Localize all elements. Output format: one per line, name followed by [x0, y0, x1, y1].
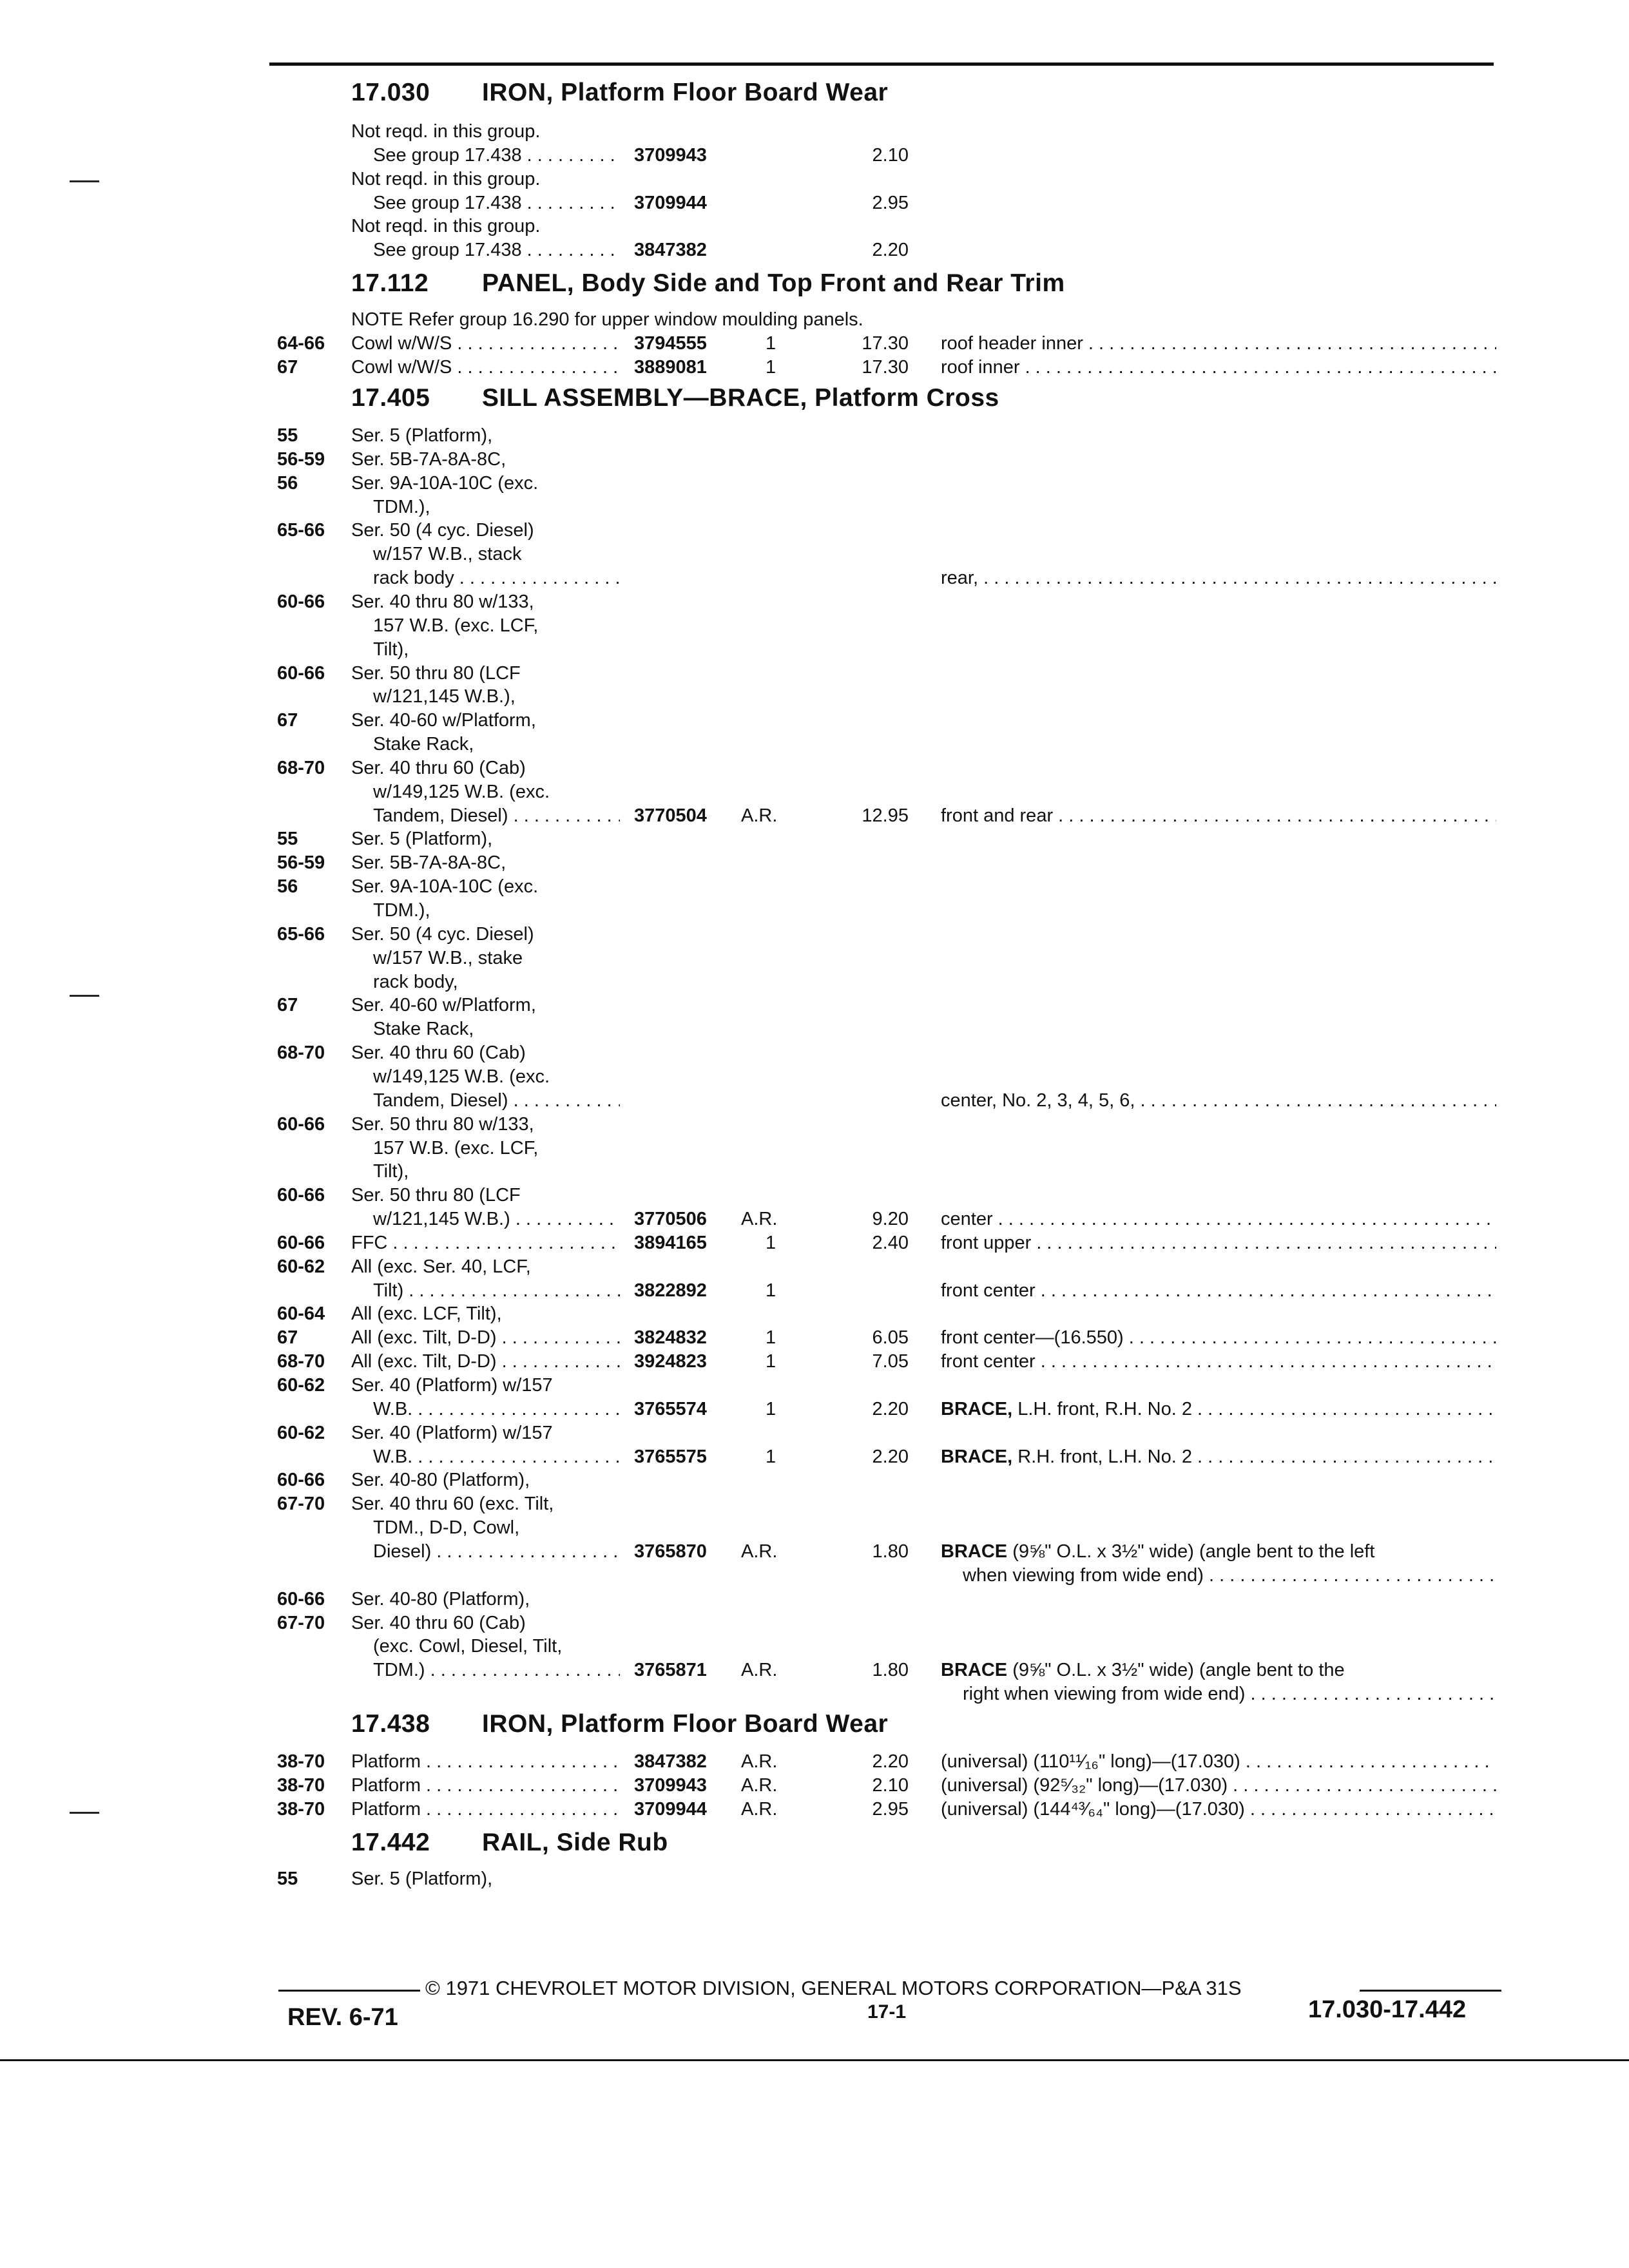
list-item [0, 947, 1629, 970]
list-item [0, 1445, 1629, 1468]
application-description: Platform . . . [351, 1774, 620, 1797]
margin-mark [70, 1812, 99, 1814]
price: 2.95 [872, 193, 909, 213]
model-years: 65-66 [277, 520, 325, 541]
part-number: 3765870 [634, 1541, 707, 1562]
application-description: (exc. Cowl, Diesel, Tilt, [373, 1636, 563, 1657]
price: 7.05 [872, 1351, 909, 1372]
application-description: Platform . . . [351, 1750, 620, 1773]
model-years: 38-70 [277, 1799, 325, 1820]
list-item [0, 851, 1629, 874]
list-item [0, 238, 1629, 262]
revision-label: REV. 6-71 [287, 2004, 398, 2031]
list-item [0, 1564, 1629, 1587]
model-years: 60-64 [277, 1303, 325, 1324]
price: 2.40 [872, 1233, 909, 1253]
application-description: w/149,125 W.B. (exc. [373, 1066, 550, 1087]
footer-rule-left [278, 1990, 420, 1992]
model-years: 55 [277, 425, 298, 446]
part-number: 3765575 [634, 1446, 707, 1467]
application-description: w/157 W.B., stack [373, 544, 522, 564]
model-years: 68-70 [277, 758, 325, 778]
application-description: Ser. 40 thru 60 (Cab) [351, 1043, 526, 1063]
application-description: Tandem, Diesel) . . . [373, 804, 620, 827]
list-item [0, 662, 1629, 685]
list-item [0, 168, 1629, 191]
bottom-rule [0, 2059, 1629, 2061]
list-item [0, 424, 1629, 447]
model-years: 67 [277, 710, 298, 731]
list-item [0, 1113, 1629, 1136]
application-description: rack body . . . [373, 566, 620, 590]
part-description: when viewing from wide end) . . . [963, 1564, 1496, 1587]
section-number: 17.030 [351, 79, 430, 106]
application-description: All (exc. Tilt, D-D) . . . [351, 1350, 620, 1373]
list-item [0, 1065, 1629, 1088]
section-heading [351, 1829, 668, 1857]
section-title: RAIL, Side Rub [482, 1829, 668, 1856]
quantity: 1 [766, 1399, 776, 1419]
quantity: A.R. [741, 1799, 778, 1820]
section-title: SILL ASSEMBLY—BRACE, Platform Cross [482, 384, 999, 412]
model-years: 68-70 [277, 1043, 325, 1063]
list-item [0, 709, 1629, 732]
section-heading [351, 1710, 888, 1738]
quantity: A.R. [741, 1209, 778, 1229]
part-name: BRACE [941, 1660, 1008, 1680]
model-years: 55 [277, 1869, 298, 1889]
model-years: 56-59 [277, 852, 325, 873]
model-years: 38-70 [277, 1751, 325, 1772]
application-description: rack body, [373, 972, 458, 992]
part-description: front center—(16.550) . . . [941, 1326, 1496, 1349]
list-item [0, 1137, 1629, 1160]
list-item [0, 994, 1629, 1017]
section-number: 17.112 [351, 269, 429, 297]
application-description: All (exc. Ser. 40, LCF, [351, 1256, 531, 1277]
list-item [0, 1017, 1629, 1041]
list-item [0, 1326, 1629, 1349]
price: 2.20 [872, 1446, 909, 1467]
application-description: NOTE Refer group 16.290 for upper window moulding panels. [351, 309, 863, 330]
application-description: Ser. 50 (4 cyc. Diesel) [351, 520, 534, 541]
model-years: 67 [277, 1327, 298, 1348]
application-description: Cowl w/W/S . . . [351, 332, 620, 355]
part-number: 3822892 [634, 1280, 707, 1301]
application-description: TDM.), [373, 900, 430, 921]
list-item [0, 191, 1629, 215]
list-item [0, 1231, 1629, 1254]
section-heading [351, 269, 1065, 298]
list-item [0, 756, 1629, 780]
application-description: Ser. 50 (4 cyc. Diesel) [351, 924, 534, 945]
part-number: 3924823 [634, 1351, 707, 1372]
application-description: W.B. . . . [373, 1398, 620, 1421]
model-years: 60-62 [277, 1375, 325, 1396]
list-item [0, 1279, 1629, 1302]
list-item [0, 1207, 1629, 1231]
part-description: (universal) (110¹¹⁄₁₆" long)—(17.030) . . . [941, 1750, 1496, 1773]
model-years: 60-66 [277, 663, 325, 684]
part-description: front center . . . [941, 1279, 1496, 1302]
application-description: All (exc. Tilt, D-D) . . . [351, 1326, 620, 1349]
application-description: W.B. . . . [373, 1445, 620, 1468]
list-item [0, 1750, 1629, 1773]
model-years: 56-59 [277, 449, 325, 470]
list-item [0, 827, 1629, 850]
list-item [0, 448, 1629, 471]
part-description: BRACE (9⅝" O.L. x 3½" wide) (angle bent to the [941, 1660, 1345, 1680]
application-description: TDM.) . . . [373, 1658, 620, 1682]
part-name: BRACE, [941, 1446, 1013, 1467]
model-years: 67 [277, 357, 298, 378]
list-item [0, 970, 1629, 994]
part-number: 3824832 [634, 1327, 707, 1348]
quantity: 1 [766, 1280, 776, 1301]
part-number: 3709944 [634, 1799, 707, 1820]
quantity: A.R. [741, 1660, 778, 1680]
application-description: TDM., D-D, Cowl, [373, 1517, 520, 1538]
margin-mark [70, 995, 99, 997]
group-range: 17.030-17.442 [1308, 1996, 1467, 2023]
list-item [0, 1867, 1629, 1890]
model-years: 60-62 [277, 1423, 325, 1443]
list-item [0, 1255, 1629, 1278]
application-description: Diesel) . . . [373, 1540, 620, 1563]
model-years: 60-62 [277, 1256, 325, 1277]
model-years: 60-66 [277, 1185, 325, 1206]
part-description: front center . . . [941, 1350, 1496, 1373]
list-item [0, 1611, 1629, 1635]
list-item [0, 332, 1629, 355]
price: 2.20 [872, 1399, 909, 1419]
part-number: 3794555 [634, 333, 707, 354]
application-description: Tilt) . . . [373, 1279, 620, 1302]
price: 2.10 [872, 1775, 909, 1796]
list-item [0, 1798, 1629, 1821]
section-number: 17.405 [351, 384, 430, 412]
application-description: Ser. 40 (Platform) w/157 [351, 1375, 553, 1396]
application-description: Tilt), [373, 639, 409, 660]
list-item [0, 1774, 1629, 1797]
list-item [0, 543, 1629, 566]
application-description: w/121,145 W.B.) . . . [373, 1207, 620, 1231]
list-item [0, 472, 1629, 495]
list-item [0, 875, 1629, 898]
application-description: Stake Rack, [373, 1019, 474, 1039]
model-years: 67-70 [277, 1494, 325, 1514]
list-item [0, 1588, 1629, 1611]
part-description: (universal) (92⁵⁄₃₂" long)—(17.030) . . . [941, 1774, 1496, 1797]
part-description: roof header inner . . . [941, 332, 1496, 355]
application-description: Ser. 5 (Platform), [351, 829, 493, 849]
application-description: Tandem, Diesel) . . . [373, 1089, 620, 1112]
list-item [0, 804, 1629, 827]
model-years: 68-70 [277, 1351, 325, 1372]
price: 2.20 [872, 240, 909, 260]
part-number: 3847382 [634, 240, 707, 260]
part-number: 3765871 [634, 1660, 707, 1680]
part-description: front upper . . . [941, 1231, 1496, 1254]
list-item [0, 144, 1629, 167]
section-heading [351, 79, 888, 107]
list-item [0, 1374, 1629, 1397]
price: 9.20 [872, 1209, 909, 1229]
quantity: A.R. [741, 1775, 778, 1796]
list-item [0, 120, 1629, 143]
section-title: PANEL, Body Side and Top Front and Rear Trim [482, 269, 1065, 297]
application-description: Ser. 40-80 (Platform), [351, 1470, 530, 1490]
application-description: Ser. 5 (Platform), [351, 425, 493, 446]
list-item [0, 780, 1629, 803]
list-item [0, 1540, 1629, 1563]
application-description: Stake Rack, [373, 734, 474, 754]
application-description: Ser. 40-60 w/Platform, [351, 995, 536, 1015]
list-item [0, 566, 1629, 590]
part-description: center, No. 2, 3, 4, 5, 6, . . . [941, 1089, 1496, 1112]
list-item [0, 356, 1629, 379]
model-years: 55 [277, 829, 298, 849]
application-description: 157 W.B. (exc. LCF, [373, 615, 539, 636]
application-description: w/157 W.B., stake [373, 948, 523, 968]
application-description: See group 17.438 . . . [373, 238, 620, 262]
part-number: 3770504 [634, 805, 707, 826]
application-description: Ser. 50 thru 80 w/133, [351, 1114, 534, 1135]
list-item [0, 1160, 1629, 1183]
application-description: 157 W.B. (exc. LCF, [373, 1138, 539, 1158]
footer-rule-right [1360, 1990, 1501, 1992]
application-description: Ser. 40 thru 60 (Cab) [351, 758, 526, 778]
list-item [0, 685, 1629, 708]
part-number: 3709943 [634, 145, 707, 166]
model-years: 67 [277, 995, 298, 1015]
application-description: Ser. 40 thru 60 (Cab) [351, 1613, 526, 1633]
part-number: 3709944 [634, 193, 707, 213]
quantity: A.R. [741, 1541, 778, 1562]
application-description: w/121,145 W.B.), [373, 686, 516, 707]
price: 2.20 [872, 1751, 909, 1772]
copyright-line: © 1971 CHEVROLET MOTOR DIVISION, GENERAL MOTORS CORPORATION—P&A 31S [425, 1977, 1242, 1999]
section-number: 17.438 [351, 1710, 430, 1738]
list-item [0, 1041, 1629, 1064]
application-description: Cowl w/W/S . . . [351, 356, 620, 379]
list-item [0, 1398, 1629, 1421]
model-years: 60-66 [277, 1589, 325, 1610]
list-item [0, 614, 1629, 637]
list-item [0, 1682, 1629, 1706]
list-item [0, 1421, 1629, 1445]
list-item [0, 519, 1629, 542]
model-years: 65-66 [277, 924, 325, 945]
part-number: 3847382 [634, 1751, 707, 1772]
list-item [0, 1658, 1629, 1682]
application-description: w/149,125 W.B. (exc. [373, 782, 550, 802]
quantity: 1 [766, 1327, 776, 1348]
application-description: Ser. 40-80 (Platform), [351, 1589, 530, 1610]
quantity: 1 [766, 1351, 776, 1372]
list-item [0, 1468, 1629, 1492]
part-description: rear, . . . [941, 566, 1496, 590]
list-item [0, 308, 1629, 331]
list-item [0, 1635, 1629, 1658]
quantity: 1 [766, 333, 776, 354]
quantity: A.R. [741, 805, 778, 826]
list-item [0, 495, 1629, 519]
application-description: Not reqd. in this group. [351, 121, 541, 142]
application-description: FFC . . . [351, 1231, 620, 1254]
model-years: 60-66 [277, 591, 325, 612]
application-description: Ser. 9A-10A-10C (exc. [351, 473, 539, 494]
application-description: Ser. 40 (Platform) w/157 [351, 1423, 553, 1443]
price: 12.95 [862, 805, 909, 826]
quantity: 1 [766, 357, 776, 378]
price: 6.05 [872, 1327, 909, 1348]
price: 17.30 [862, 357, 909, 378]
section-title: IRON, Platform Floor Board Wear [482, 1710, 889, 1738]
list-item [0, 899, 1629, 922]
model-years: 60-66 [277, 1114, 325, 1135]
section-title: IRON, Platform Floor Board Wear [482, 79, 889, 106]
quantity: 1 [766, 1233, 776, 1253]
application-description: Ser. 9A-10A-10C (exc. [351, 876, 539, 897]
price: 1.80 [872, 1541, 909, 1562]
application-description: Not reqd. in this group. [351, 216, 541, 236]
price: 2.10 [872, 145, 909, 166]
application-description: Ser. 40-60 w/Platform, [351, 710, 536, 731]
page-number: 17-1 [867, 2001, 907, 2023]
model-years: 38-70 [277, 1775, 325, 1796]
application-description: Ser. 5B-7A-8A-8C, [351, 449, 506, 470]
application-description: See group 17.438 . . . [373, 144, 620, 167]
part-number: 3770506 [634, 1209, 707, 1229]
section-heading [351, 384, 999, 412]
top-rule [269, 62, 1494, 66]
list-item [0, 215, 1629, 238]
part-description: center . . . [941, 1207, 1496, 1231]
list-item [0, 733, 1629, 756]
model-years: 56 [277, 876, 298, 897]
price: 2.95 [872, 1799, 909, 1820]
application-description: Ser. 50 thru 80 (LCF [351, 1185, 521, 1206]
part-name: BRACE, [941, 1399, 1013, 1419]
application-description: All (exc. LCF, Tilt), [351, 1303, 502, 1324]
part-number: 3894165 [634, 1233, 707, 1253]
application-description: Platform . . . [351, 1798, 620, 1821]
margin-mark [70, 180, 99, 182]
part-description: front and rear . . . [941, 804, 1496, 827]
model-years: 56 [277, 473, 298, 494]
part-description: roof inner . . . [941, 356, 1496, 379]
list-item [0, 1516, 1629, 1539]
price: 17.30 [862, 333, 909, 354]
part-description: right when viewing from wide end) . . . [963, 1682, 1496, 1706]
list-item [0, 1302, 1629, 1325]
part-description: (universal) (144⁴³⁄₆₄" long)—(17.030) . . . [941, 1798, 1496, 1821]
section-number: 17.442 [351, 1829, 430, 1856]
model-years: 60-66 [277, 1470, 325, 1490]
quantity: 1 [766, 1446, 776, 1467]
quantity: A.R. [741, 1751, 778, 1772]
model-years: 67-70 [277, 1613, 325, 1633]
list-item [0, 1350, 1629, 1373]
list-item [0, 1492, 1629, 1515]
application-description: Ser. 5B-7A-8A-8C, [351, 852, 506, 873]
model-years: 60-66 [277, 1233, 325, 1253]
part-name: BRACE [941, 1541, 1008, 1562]
part-number: 3889081 [634, 357, 707, 378]
list-item [0, 1089, 1629, 1112]
application-description: Tilt), [373, 1161, 409, 1182]
part-number: 3709943 [634, 1775, 707, 1796]
application-description: Not reqd. in this group. [351, 169, 541, 189]
application-description: Ser. 40 thru 60 (exc. Tilt, [351, 1494, 554, 1514]
application-description: Ser. 40 thru 80 w/133, [351, 591, 534, 612]
list-item [0, 590, 1629, 613]
application-description: TDM.), [373, 497, 430, 517]
application-description: Ser. 5 (Platform), [351, 1869, 493, 1889]
model-years: 64-66 [277, 333, 325, 354]
application-description: Ser. 50 thru 80 (LCF [351, 663, 521, 684]
list-item [0, 638, 1629, 661]
part-number: 3765574 [634, 1399, 707, 1419]
application-description: See group 17.438 . . . [373, 191, 620, 215]
list-item [0, 923, 1629, 946]
part-description: BRACE (9⅝" O.L. x 3½" wide) (angle bent to the left [941, 1541, 1375, 1562]
part-description: BRACE, L.H. front, R.H. No. 2 . . . [941, 1398, 1496, 1421]
list-item [0, 1184, 1629, 1207]
price: 1.80 [872, 1660, 909, 1680]
part-description: BRACE, R.H. front, L.H. No. 2 . . . [941, 1445, 1496, 1468]
